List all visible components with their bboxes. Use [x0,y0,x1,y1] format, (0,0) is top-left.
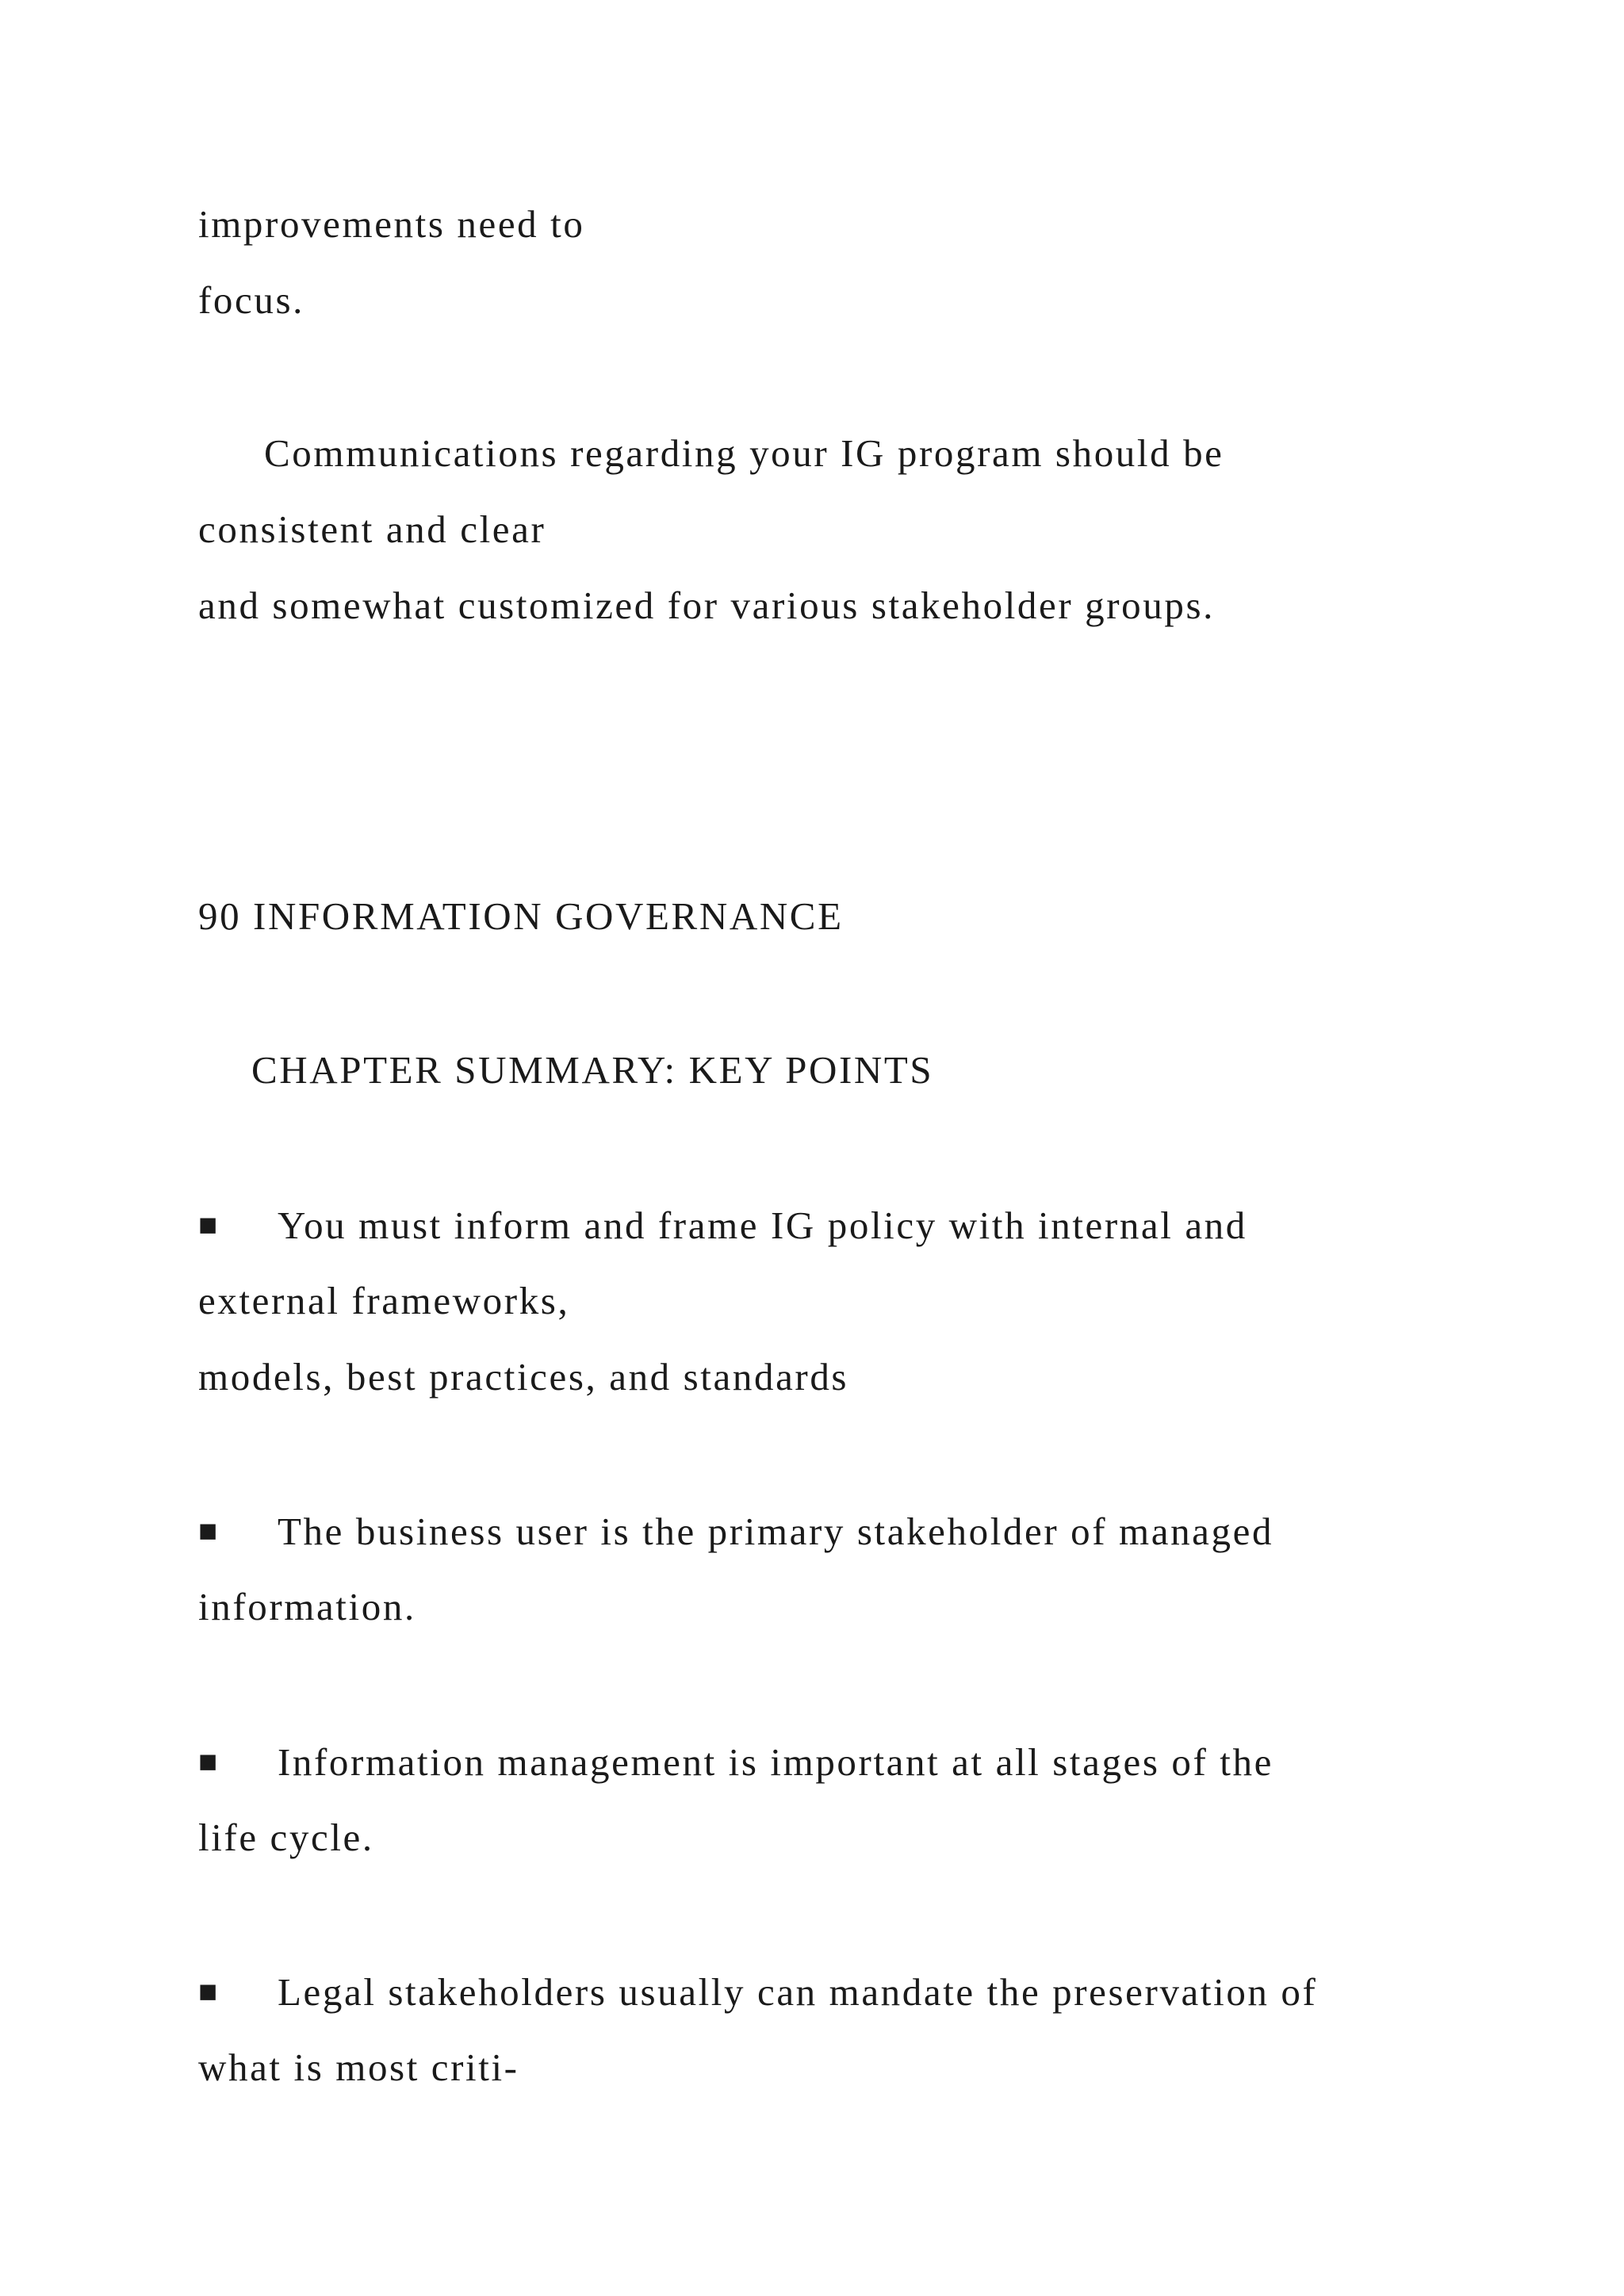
key-point-2-line-1 [198,1507,1274,1556]
bullet-icon: ■ [198,1743,220,1779]
communications-line-1: Communications regarding your IG program should be [264,431,1224,475]
key-point-3-line-2: life cycle. [198,1816,374,1859]
bullet-icon: ■ [198,1973,220,2009]
key-point-text: The business user is the primary stakeholder of managed [278,1510,1274,1553]
chapter-summary-title: CHAPTER SUMMARY: KEY POINTS [251,1048,934,1092]
key-point-1-line-2: external frameworks, [198,1279,570,1322]
key-point-4-line-1 [198,1968,1317,2016]
key-point-1-line-1 [198,1201,1247,1249]
intro-line-2: focus. [198,278,304,322]
communications-line-2: consistent and clear [198,507,546,551]
key-point-text: Information management is important at all stages of the [278,1740,1274,1784]
page-header: 90 INFORMATION GOVERNANCE [198,894,844,938]
intro-line-1: improvements need to [198,202,585,246]
bullet-icon: ■ [198,1513,220,1548]
key-point-text: You must inform and frame IG policy with internal and [278,1203,1247,1247]
key-point-text: Legal stakeholders usually can mandate the preservation of [278,1970,1318,2014]
bullet-icon: ■ [198,1207,220,1242]
key-point-4-line-2: what is most criti- [198,2045,519,2089]
key-point-1-line-3: models, best practices, and standards [198,1355,849,1399]
key-point-3-line-1 [198,1738,1274,1786]
communications-line-3: and somewhat customized for various stakeholder groups. [198,584,1215,627]
key-point-2-line-2: information. [198,1585,416,1628]
